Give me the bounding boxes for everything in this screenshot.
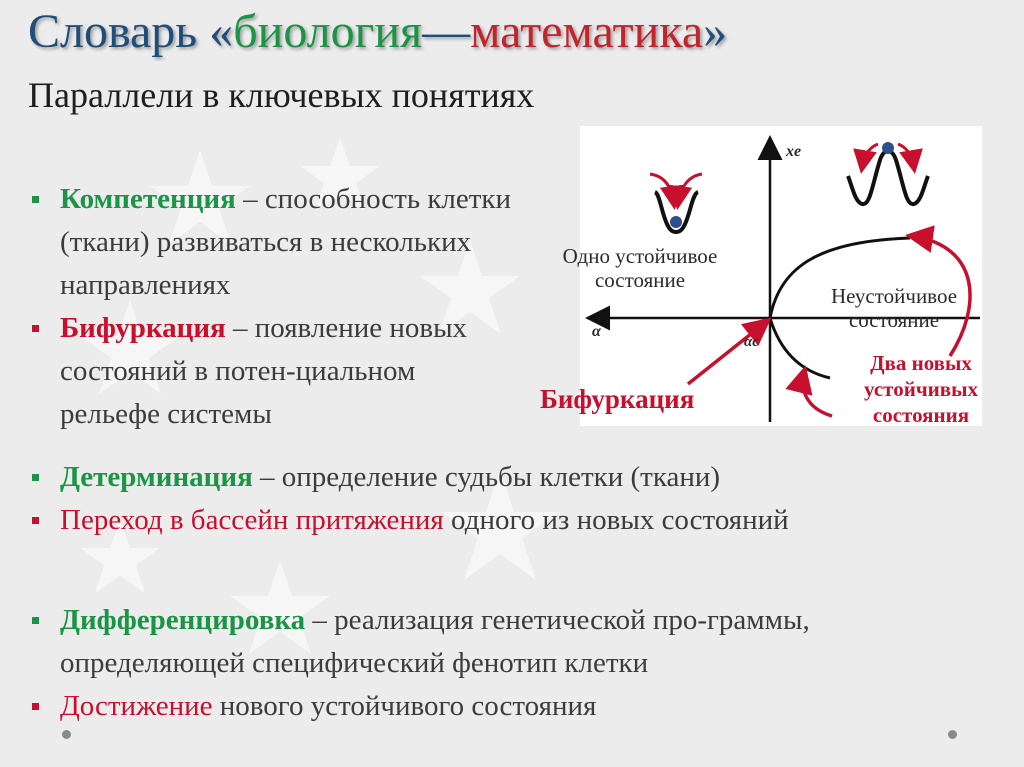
title-part-1: Словарь « [28, 5, 234, 58]
term-achievement: Достижение [60, 690, 213, 722]
list-item-transition [60, 499, 860, 542]
title-dash: — [422, 5, 471, 58]
green-square-bullet-icon [32, 617, 39, 624]
transition-text: одного из новых состояний [443, 504, 789, 536]
title-part-5: » [703, 5, 728, 58]
page-title [28, 4, 727, 59]
red-square-bullet-icon [32, 703, 39, 710]
two-new-stable-states-label: Два новых устойчивых состояния [864, 351, 978, 427]
corner-dot-right [948, 730, 957, 739]
differentiation-text: – реализация генетической про-граммы, определяющей специфический фенотип клетки [60, 604, 810, 679]
red-square-bullet-icon [32, 325, 39, 332]
axis-y-label: xe [786, 143, 802, 160]
double-well-icon [848, 151, 928, 204]
competence-text: – способность клетки (ткани) развиваться в нескольких направлениях [60, 183, 512, 301]
unstable-state-label: Неустойчивое состояние [830, 284, 958, 332]
critical-point-label: αc [744, 334, 759, 350]
term-determination: Детерминация [60, 461, 253, 493]
term-competence: Компетенция [60, 183, 236, 215]
green-square-bullet-icon [32, 474, 39, 481]
bifurcation-label: Бифуркация [540, 384, 695, 414]
title-mathematics: математика [470, 5, 704, 58]
green-square-bullet-icon [32, 196, 39, 203]
red-square-bullet-icon [32, 517, 39, 524]
bifurcation-text: – появление новых состояний в потен-циальном рельефе системы [60, 312, 468, 430]
list-item-competence [60, 178, 540, 307]
axis-x-label: α [592, 323, 601, 340]
achievement-text: нового устойчивого состояния [212, 690, 597, 722]
title-biology: биология [233, 5, 423, 58]
term-bifurcation: Бифуркация [60, 312, 226, 344]
list-item-determination [60, 456, 960, 499]
term-differentiation: Дифференцировка [60, 604, 306, 636]
corner-dot-left [62, 730, 71, 739]
list-item-bifurcation [60, 307, 510, 436]
determination-text: – определение судьбы клетки (ткани) [252, 461, 721, 493]
one-stable-state-label: Одно устойчивое состояние [562, 244, 718, 292]
page-subtitle: Параллели в ключевых понятиях [28, 75, 535, 115]
list-item-differentiation [60, 599, 990, 685]
list-item-achievement [60, 685, 960, 728]
term-transition: Переход в бассейн притяжения [60, 504, 444, 536]
